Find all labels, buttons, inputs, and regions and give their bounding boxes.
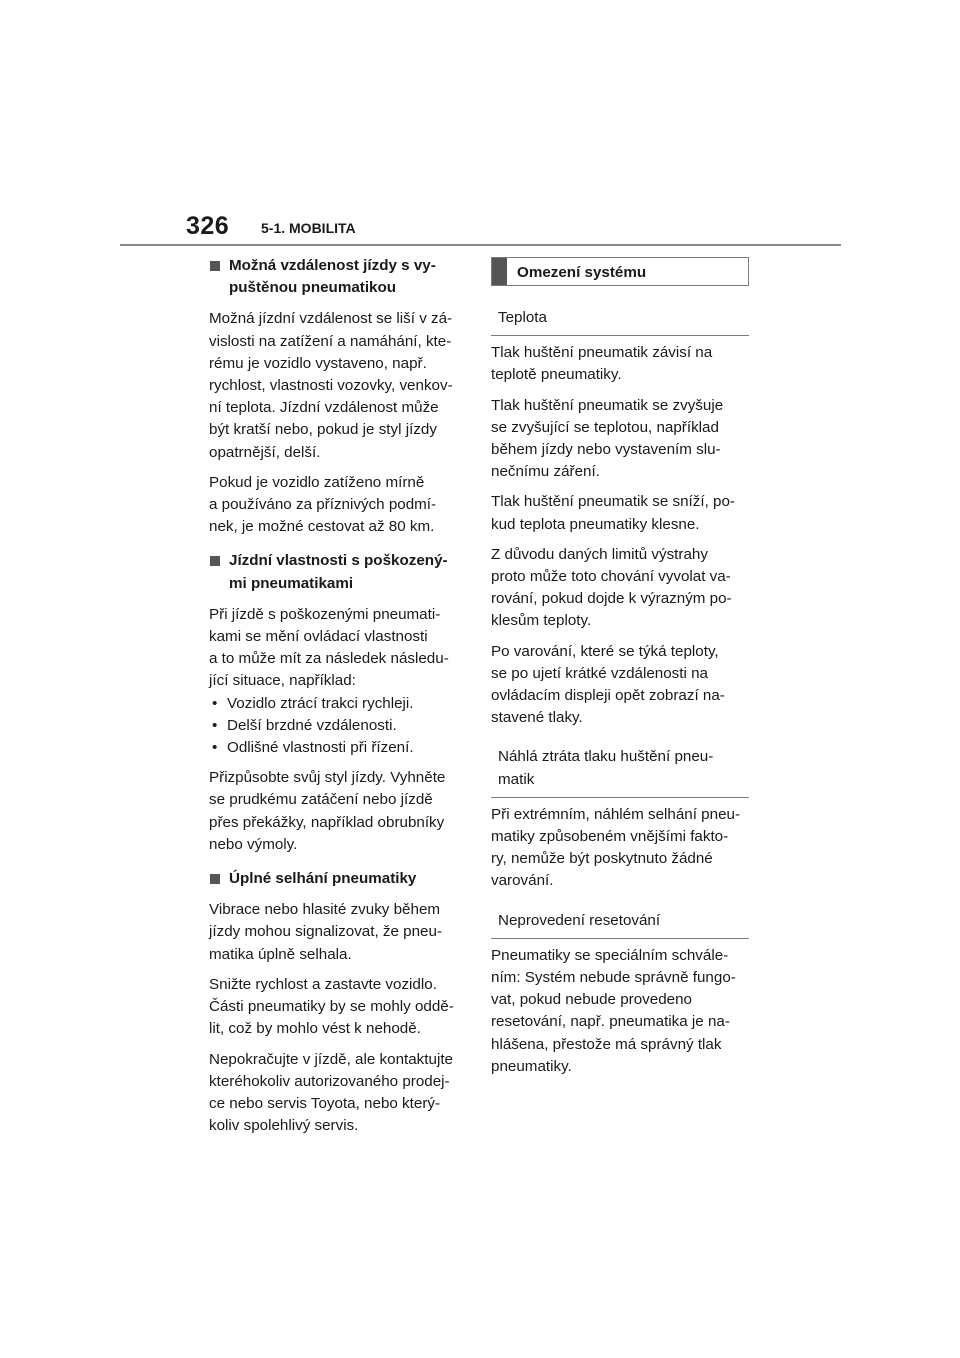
heading-driving-properties (209, 550, 471, 594)
subheading-temperature: Teplota (491, 307, 749, 336)
heading-tire-failure (209, 868, 471, 890)
subheading-pressure-loss: Náhlá ztráta tlaku huštění pneu- matik (491, 746, 749, 797)
right-column (491, 257, 749, 1086)
paragraph: Vibrace nebo hlasité zvuky během jízdy mohou signalizovat, že pneu- matika úplně selhala. (209, 901, 443, 963)
paragraph: Možná jízdní vzdálenost se liší v zá- vislosti na zatížení a namáhání, kte- rému je vozidlo vystaveno, např. rychlost, vlastnosti vozovky, venkov- ní teplota. Jízdní vzdálenost může být kratší nebo, pokud je styl jízdy opatrnější, delší. (209, 310, 453, 461)
bullet-list (209, 693, 471, 760)
heading-text: Možná vzdálenost jízdy s vy- puštěnou pneumatikou (229, 257, 436, 297)
list-item: • Vozidlo ztrácí trakci rychleji. (209, 693, 471, 715)
paragraph: Snižte rychlost a zastavte vozidlo. Části pneumatiky by se mohly oddě- lit, což by mohlo vést k nehodě. (209, 975, 454, 1038)
heading-text: Úplné selhání pneumatiky (229, 870, 417, 888)
list-item: • Odlišné vlastnosti při řízení. (209, 737, 471, 759)
subheading-no-reset: Neprovedení resetování (491, 910, 749, 939)
paragraph: Nepokračujte v jízdě, ale kontaktujte kteréhokoliv autorizovaného prodej- ce nebo servis Toyota, nebo který- koliv spolehlivý servis. (209, 1050, 453, 1135)
section-title: 5-1. MOBILITA (261, 220, 356, 236)
square-bullet-icon (210, 874, 220, 884)
paragraph: Pokud je vozidlo zatíženo mírně a používáno za příznivých podmí- nek, je možné cestovat až 80 km. (209, 473, 437, 536)
page-number: 326 (186, 212, 230, 240)
box-tab-marker (492, 258, 507, 285)
paragraph: Přizpůsobte svůj styl jízdy. Vyhněte se prudkému zatáčení nebo jízdě přes překážky, například obrubníky nebo výmoly. (209, 769, 446, 853)
paragraph: Tlak huštění pneumatik závisí na teplotě pneumatiky. (491, 344, 713, 384)
paragraph: Po varování, které se týká teploty, se po ujetí krátké vzdálenosti na ovládacím displeji opět zobrazí na- stavené tlaky. (491, 642, 725, 727)
list-item: • Delší brzdné vzdálenosti. (209, 715, 471, 737)
heading-text: Jízdní vlastnosti s poškozený- mi pneumatikami (229, 552, 448, 592)
box-title: Omezení systému (517, 264, 647, 281)
paragraph: Tlak huštění pneumatik se zvyšuje se zvyšující se teplotou, například během jízdy nebo vystavením slu- nečnímu záření. (491, 396, 724, 481)
header-divider (120, 244, 841, 246)
left-column (209, 255, 471, 1145)
paragraph: Pneumatiky se speciálním schvále- ním: Systém nebude správně fungo- vat, pokud nebude provedeno resetování, např. pneumatika je na- hlášena, přestože má správný tlak pneumatiky. (491, 946, 736, 1075)
square-bullet-icon (210, 261, 220, 271)
paragraph: Při extrémním, náhlém selhání pneu- matiky způsobeném vnějšími fakto- ry, nemůže být poskytnuto žádné varování. (491, 805, 741, 890)
paragraph: Z důvodu daných limitů výstrahy proto může toto chování vyvolat va- rování, pokud dojde k výrazným po- klesům teploty. (491, 545, 732, 630)
heading-driving-distance (209, 255, 471, 299)
system-limits-box (491, 257, 749, 286)
paragraph: Tlak huštění pneumatik se sníží, po- kud teplota pneumatiky klesne. (491, 493, 735, 533)
square-bullet-icon (210, 556, 220, 566)
paragraph: Při jízdě s poškozenými pneumati- kami se mění ovládací vlastnosti a to může mít za následek následu- jící situace, například: (209, 605, 449, 690)
